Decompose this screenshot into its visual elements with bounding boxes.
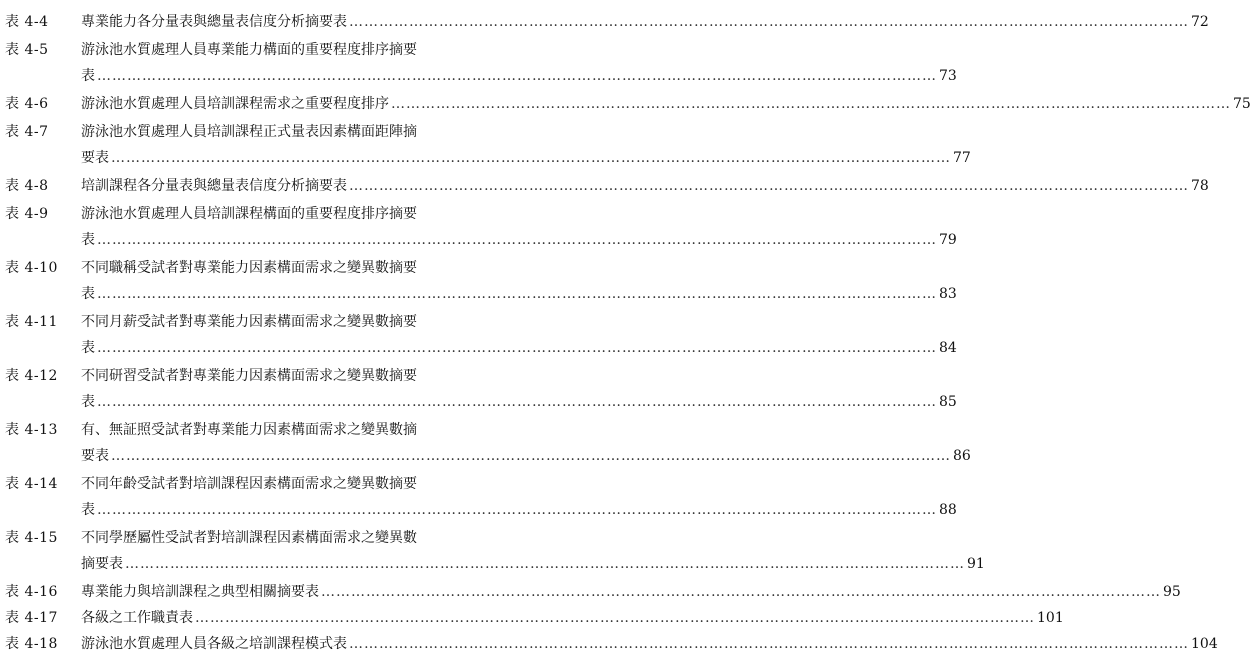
toc-entry-title-continued: 要表 [81, 150, 109, 166]
toc-leader-dots: …………………………………………………………………………………………………………………………………………………… [195, 610, 1035, 626]
toc-entry-title: 不同年齡受試者對培訓課程因素構面需求之變異數摘要 [81, 476, 417, 492]
toc-entry-title: 不同月薪受試者對專業能力因素構面需求之變異數摘要 [81, 314, 417, 330]
toc-leader-dots: …………………………………………………………………………………………………………………………………………………… [321, 584, 1161, 600]
toc-entry-title: 有、無証照受試者對專業能力因素構面需求之變異數摘 [81, 422, 417, 438]
toc-leader-dots: …………………………………………………………………………………………………………………………………………………… [97, 502, 937, 518]
toc-entry-page: 86 [953, 448, 971, 464]
toc-entry-page: 95 [1163, 584, 1181, 600]
toc-entry-title: 游泳池水質處理人員各級之培訓課程模式表 [81, 636, 347, 652]
toc-entry-label: 表 4-13 [5, 422, 58, 438]
toc-entry-label: 表 4-5 [5, 42, 49, 58]
toc-entry-title: 專業能力與培訓課程之典型相關摘要表 [81, 584, 319, 600]
toc-entry-page: 83 [939, 286, 957, 302]
toc-leader-dots: …………………………………………………………………………………………………………………………………………………… [97, 68, 937, 84]
toc-entry-label: 表 4-18 [5, 636, 58, 652]
toc-entry-label: 表 4-11 [5, 314, 58, 330]
toc-leader-dots: …………………………………………………………………………………………………………………………………………………… [97, 394, 937, 410]
toc-entry-label: 表 4-10 [5, 260, 58, 276]
toc-entry-label: 表 4-4 [5, 14, 49, 30]
toc-leader-dots: …………………………………………………………………………………………………………………………………………………… [349, 14, 1189, 30]
toc-entry-page: 75 [1233, 96, 1251, 112]
toc-entry-page: 78 [1191, 178, 1209, 194]
toc-entry-title-continued: 表 [81, 340, 95, 356]
toc-entry-title-continued: 摘要表 [81, 556, 123, 572]
toc-entry-title: 不同研習受試者對專業能力因素構面需求之變異數摘要 [81, 368, 417, 384]
toc-entry-title: 游泳池水質處理人員培訓課程構面的重要程度排序摘要 [81, 206, 417, 222]
toc-entry-label: 表 4-17 [5, 610, 58, 626]
toc-entry-label: 表 4-12 [5, 368, 58, 384]
toc-entry-title: 游泳池水質處理人員培訓課程需求之重要程度排序 [81, 96, 389, 112]
toc-entry-page: 91 [967, 556, 985, 572]
toc-leader-dots: …………………………………………………………………………………………………………………………………………………… [111, 448, 951, 464]
toc-entry-title: 培訓課程各分量表與總量表信度分析摘要表 [81, 178, 347, 194]
toc-entry-label: 表 4-15 [5, 530, 58, 546]
toc-leader-dots: …………………………………………………………………………………………………………………………………………………… [97, 286, 937, 302]
toc-entry-title-continued: 表 [81, 502, 95, 518]
toc-entry-page: 101 [1037, 610, 1064, 626]
toc-leader-dots: …………………………………………………………………………………………………………………………………………………… [349, 178, 1189, 194]
toc-entry-title-continued: 表 [81, 394, 95, 410]
toc-entry-title-continued: 表 [81, 286, 95, 302]
toc-entry-title: 游泳池水質處理人員培訓課程正式量表因素構面距陣摘 [81, 124, 417, 140]
toc-entry-label: 表 4-7 [5, 124, 49, 140]
toc-entry-label: 表 4-8 [5, 178, 49, 194]
toc-entry-label: 表 4-16 [5, 584, 58, 600]
toc-entry-title-continued: 表 [81, 68, 95, 84]
toc-leader-dots: …………………………………………………………………………………………………………………………………………………… [349, 636, 1189, 652]
toc-entry-page: 77 [953, 150, 971, 166]
toc-entry-label: 表 4-9 [5, 206, 49, 222]
toc-leader-dots: …………………………………………………………………………………………………………………………………………………… [125, 556, 965, 572]
toc-entry-page: 104 [1191, 636, 1218, 652]
toc-entry-title: 游泳池水質處理人員專業能力構面的重要程度排序摘要 [81, 42, 417, 58]
toc-entry-title-continued: 要表 [81, 448, 109, 464]
toc-entry-page: 79 [939, 232, 957, 248]
toc-entry-page: 73 [939, 68, 957, 84]
toc-entry-page: 84 [939, 340, 957, 356]
toc-entry-label: 表 4-14 [5, 476, 58, 492]
toc-entry-label: 表 4-6 [5, 96, 49, 112]
toc-entry-page: 85 [939, 394, 957, 410]
toc-entry-title: 不同學歷屬性受試者對培訓課程因素構面需求之變異數 [81, 530, 417, 546]
toc-entry-title: 專業能力各分量表與總量表信度分析摘要表 [81, 14, 347, 30]
toc-entry-title: 各級之工作職責表 [81, 610, 193, 626]
toc-leader-dots: …………………………………………………………………………………………………………………………………………………… [391, 96, 1231, 112]
toc-entry-page: 88 [939, 502, 957, 518]
toc-entry-page: 72 [1191, 14, 1209, 30]
toc-leader-dots: …………………………………………………………………………………………………………………………………………………… [97, 232, 937, 248]
toc-leader-dots: …………………………………………………………………………………………………………………………………………………… [111, 150, 951, 166]
toc-leader-dots: …………………………………………………………………………………………………………………………………………………… [97, 340, 937, 356]
toc-entry-title-continued: 表 [81, 232, 95, 248]
toc-entry-title: 不同職稱受試者對專業能力因素構面需求之變異數摘要 [81, 260, 417, 276]
